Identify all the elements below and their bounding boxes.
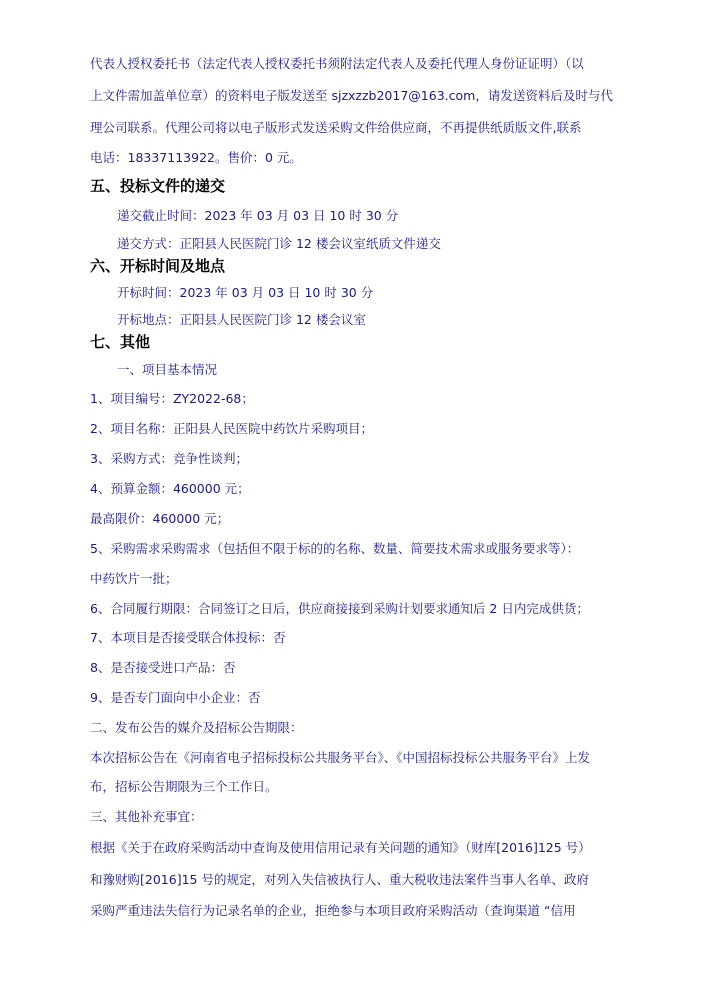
intro-line-4: 电话：18337113922。售价：0 元。	[90, 150, 302, 165]
section7-title: 七、其他	[90, 333, 151, 351]
submission-method: 递交方式：正阳县人民医院门诊 12 楼会议室纸质文件递交	[117, 236, 441, 251]
opening-place: 开标地点：正阳县人民医院门诊 12 楼会议室	[117, 312, 366, 327]
intro-line-3: 理公司联系。代理公司将以电子版形式发送采购文件给供应商，不再提供纸质版文件,联系	[90, 120, 582, 135]
intro-line-1: 代表人授权委托书（法定代表人授权委托书须附法定代表人及委托代理人身份证证明）（以	[90, 56, 584, 71]
project-item: 2、项目名称：正阳县人民医院中药饮片采购项目；	[90, 421, 373, 436]
project-item: 6、合同履行期限：合同签订之日后，供应商接接到采购计划要求通知后 2 日内完成供货；	[90, 601, 589, 616]
project-item: 1、项目编号：ZY2022-68；	[90, 391, 254, 406]
project-item: 4、预算金额：460000 元；	[90, 481, 250, 496]
section5-title: 五、投标文件的递交	[90, 177, 226, 195]
supplement-line-1: 根据《关于在政府采购活动中查询及使用信用记录有关问题的通知》（财库[2016]125 号）	[90, 840, 591, 855]
project-item: 最高限价：460000 元；	[90, 511, 230, 526]
supplement-line-2: 和豫财购[2016]15 号的规定，对列入失信被执行人、重大税收违法案件当事人名单、政府	[90, 872, 589, 887]
project-item: 7、本项目是否接受联合体投标：否	[90, 630, 286, 645]
opening-time: 开标时间：2023 年 03 月 03 日 10 时 30 分	[117, 285, 374, 300]
project-basic-info-heading: 一、项目基本情况	[117, 362, 218, 377]
section6-title: 六、开标时间及地点	[90, 257, 226, 275]
media-line-1: 本次招标公告在《河南省电子招标投标公共服务平台》、《中国招标投标公共服务平台》上发	[90, 750, 591, 765]
project-item: 3、采购方式：竞争性谈判；	[90, 451, 248, 466]
project-item: 9、是否专门面向中小企业：否	[90, 690, 261, 705]
project-item: 中药饮片一批；	[90, 571, 178, 586]
submission-deadline: 递交截止时间：2023 年 03 月 03 日 10 时 30 分	[117, 208, 399, 223]
media-line-2: 布，招标公告期限为三个工作日。	[90, 779, 278, 794]
intro-line-2: 上文件需加盖单位章）的资料电子版发送至 sjzxzzb2017@163.com，请发送资料后及时与代	[90, 88, 613, 103]
project-item: 5、采购需求采购需求（包括但不限于标的的名称、数量、简要技术需求或服务要求等）：	[90, 541, 580, 556]
supplement-line-3: 采购严重违法失信行为记录名单的企业，拒绝参与本项目政府采购活动（查询渠道 “信用	[90, 903, 576, 918]
supplement-heading: 三、其他补充事宜：	[90, 809, 203, 824]
media-heading: 二、发布公告的媒介及招标公告期限：	[90, 720, 303, 735]
project-item: 8、是否接受进口产品：否	[90, 660, 236, 675]
